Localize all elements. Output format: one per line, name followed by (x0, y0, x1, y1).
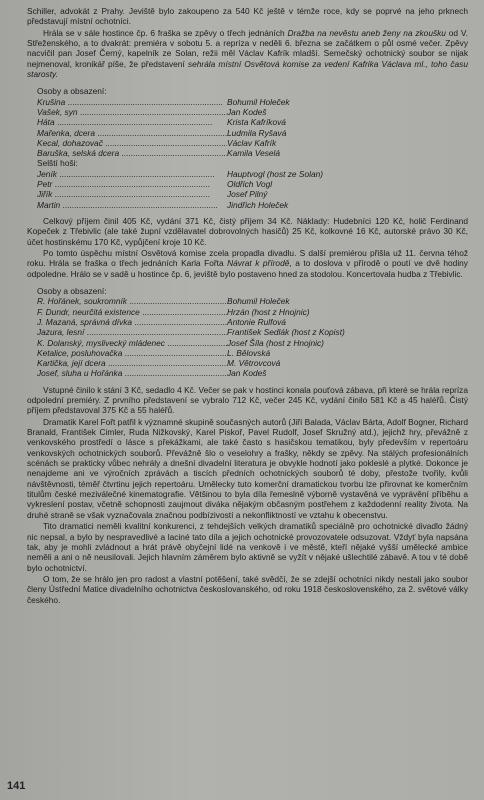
actor: Bohumil Holeček (227, 296, 290, 307)
play-title: Dražba na nevěstu aneb ženy na zkoušku (287, 27, 446, 38)
actor: Josef Pilný (227, 189, 268, 200)
chronicle-quote: sehrála místní Osvětová komise za vedení Kafrika Václava ml., toho času starosty. (27, 58, 468, 80)
income-paragraph: Celkový příjem činil 405 Kč, vydání 371 Kč, čistý příjem 34 Kč. Náklady: Hudebníci 120 Kč, holič Ferdinand Kopeček z Třebivlic (ale také župní vzdělavatel dobrovolných hasičů) 25 Kč, kolkovné 16 Kč, autorské právo 30 Kč, účet hostinskému 170 Kč, vypůjčení kroje 10 Kč. (27, 215, 468, 247)
role: Martin ..... (37, 200, 227, 210)
actor: Hrzán (host z Hnojnic) (227, 306, 310, 317)
cast-row (37, 148, 468, 158)
actor: František Sedlák (host z Kopist) (227, 327, 345, 338)
role: Kecal, dohazovač ..... (37, 138, 227, 148)
actor: Josef Šíla (host z Hnojnic) (227, 337, 324, 348)
cast-list (37, 97, 468, 159)
cast-row (37, 307, 468, 317)
cast-row (37, 179, 468, 189)
role: Jazura, lesní ..... (37, 327, 227, 337)
role: Mařenka, dcera ..... (37, 128, 227, 138)
role: Krušina ..... (37, 97, 227, 107)
actor: Krista Kafríková (227, 117, 286, 128)
role: J. Mazaná, správná dívka ..... (37, 317, 227, 327)
cast-row (37, 128, 468, 138)
cast-subheading: Selští hoši: (37, 158, 78, 169)
cast-row (37, 358, 468, 368)
cast-heading: Osoby a obsazení: (37, 286, 107, 297)
text-run: Hrála se v sále hostince čp. 6 fraška se zpěvy o třech jednáních (43, 27, 288, 38)
actor: Antonie Rulfová (227, 316, 286, 327)
cast-row (37, 169, 468, 179)
play-title: Návrat k přírodě (227, 258, 290, 269)
dramatist-paragraph: Dramatik Karel Fořt patřil k významné skupině současných autorů (Jiří Balada, Václav Bárta, Adolf Bogner, Richard Branald, František Cimler, Ruda Nižkovský, Karel Piskoř, Pavel Rudolf, Josef Skružný atd.), jejichž hry, převážně z venkovského prostředí o lásce s překážkami, ale také často s hasičskou tematikou, byly především v repertoáru venkovských ochotnických souborů. Převážně šlo o veselohry a frašky, někdy se zpěvy. Na stálých profesionálních scénách se prakticky vůbec nehrály a dnešní divadelní literatura je obvykle hodnotí jako pokleslé a plytké. Dokonce je nenajdeme ani ve výročních zprávách a tiscích předních ochotnických souborů té doby, přestože tvořily, kvůli návštěvnosti, téměř čtvrtinu jejich repertoáru. Umělecky tuto komerční dramatickou tvorbu lze přirovnat ke komerčním titulům české meziválečné kinematografie. Většinou to byla díla řemeslně výborně vystavěná ve vyprávění příběhu a vykreslení postav, včetně schopnosti zaujmout diváka nějakým občasným postřehem z každodenní reality života. Na druhé straně se však vyznačovala značnou podbízivostí a nekonfliktností ve vztahu k obecenstvu. (27, 416, 468, 520)
role: Kartička, její dcera ..... (37, 358, 227, 368)
cast-row (37, 107, 468, 117)
cast-row (37, 317, 468, 327)
role: Baruška, selská dcera ..... (37, 148, 227, 158)
role: Jiřík ..... (37, 189, 227, 199)
actor: M. Větrovcová (227, 358, 281, 369)
text-run: od V. Střeženského, a to dvakrát: premiéra v sobotu 5. a repríza v neděli 6. března se začátkem o půl osmé večer. Zpěvy nacvičil pan Josef Černý, kapelník ze Solan, režii měl Václav Kafrík mladší. Semečský ochotnický soubor se nijak nejmenoval, kronikář píše, že představení (27, 27, 469, 69)
actor: Ludmila Ryšavá (227, 127, 287, 138)
role: Ketalice, posluhovačka ..... (37, 348, 227, 358)
role: Petr ..... (37, 179, 227, 189)
role: Jeník ..... (37, 169, 227, 179)
cast-row (37, 97, 468, 107)
page-number: 141 (7, 780, 26, 792)
cast-row (37, 327, 468, 337)
cast-row (37, 200, 468, 210)
intro-paragraph: Schiller, advokát z Prahy. Jeviště bylo zakoupeno za 540 Kč ještě v témže roce, kdy se poprvé na jeho prknech představují místní ochotníci. (27, 6, 468, 27)
actor: Jan Kodeš (227, 368, 267, 379)
closing-paragraph: O tom, že se hrálo jen pro radost a vlastní potěšení, také svědčí, že se zdejší ochotníci nikdy nestali jako soubor členy Ústřední Matice divadelního ochotnictva českoslovanského, od roku 1918 československého, za 2. světové války českého. (27, 573, 468, 605)
competition-paragraph: Tito dramatici neměli kvalitní konkurenci, z tehdejších velkých dramatiků speciálně pro ochotnické divadlo žádný nic nepsal, a bylo by nespravedlivé a laciné tato díla a jejich ochotnické provozovatele odsuzovat. Vždyť byla napsána tak, aby je mohli zvládnout a hrát právě obyčejní lidé na venkově i ve městě, kteří nějaké vyšší umělecké ambice neměli a ani o ně neusilovali. Jejich hlavním záměrem bylo aktivně se vyžít v nějaké ušlechtilé zábavě. A tou v té době bylo ochotnictví. (27, 521, 468, 573)
performance-paragraph (27, 28, 468, 80)
second-premiere-paragraph (27, 248, 468, 279)
cast-row (37, 348, 468, 358)
actor: Václav Kafrík (227, 137, 277, 148)
cast-list (37, 169, 468, 210)
cast-list (37, 296, 468, 378)
text-run: Po tomto úspěchu místní Osvětová komise zcela propadla divadlu. S další premiérou přišla už 11. června téhož roku. Hrála se fraška o třech jednáních Karla Fořta (27, 248, 468, 269)
actor: L. Bělovská (227, 347, 271, 358)
role: Háta ..... (37, 117, 227, 127)
role: Vašek, syn ..... (37, 107, 227, 117)
role: F. Dundr, neurčitá existence ..... (37, 307, 227, 317)
actor: Jindřich Holeček (227, 199, 289, 210)
cast-row (37, 138, 468, 148)
cast-row (37, 117, 468, 127)
role: K. Dolanský, myslivecký mládenec ..... (37, 338, 227, 348)
cast-row (37, 338, 468, 348)
cast-row (37, 368, 468, 378)
cast-heading: Osoby a obsazení: (37, 86, 107, 97)
actor: Oldřich Vogl (227, 179, 273, 190)
cast-row (37, 296, 468, 306)
role: Josef, sluha u Hořánka ..... (37, 368, 227, 378)
cast-row (37, 189, 468, 199)
admission-paragraph: Vstupné činilo k stání 3 Kč, sedadlo 4 Kč. Večer se pak v hostinci konala pouťová zábava, při které se hrála repríza odpolední premiéry. Z prvního představení se vybralo 712 Kč, večer 245 Kč, vydání činilo 581 Kč a 45 haléřů. Čistý příjem představoval 375 Kč a 55 haléřů. (27, 384, 468, 416)
actor: Bohumil Holeček (227, 96, 290, 107)
actor: Kamila Veselá (227, 148, 281, 159)
actor: Jan Kodeš (227, 107, 267, 117)
actor: Hauptvogl (host ze Solan) (227, 168, 324, 179)
role: R. Hořánek, soukromník ..... (37, 296, 227, 306)
text-run: , a to doslova v přírodě o poutí ve dvě hodiny odpoledne. Hrálo se v sadě u hostince čp. 6, jeviště bylo postaveno hned za stodolou. Koncertovala hudba z Třebivlic. (27, 258, 468, 279)
